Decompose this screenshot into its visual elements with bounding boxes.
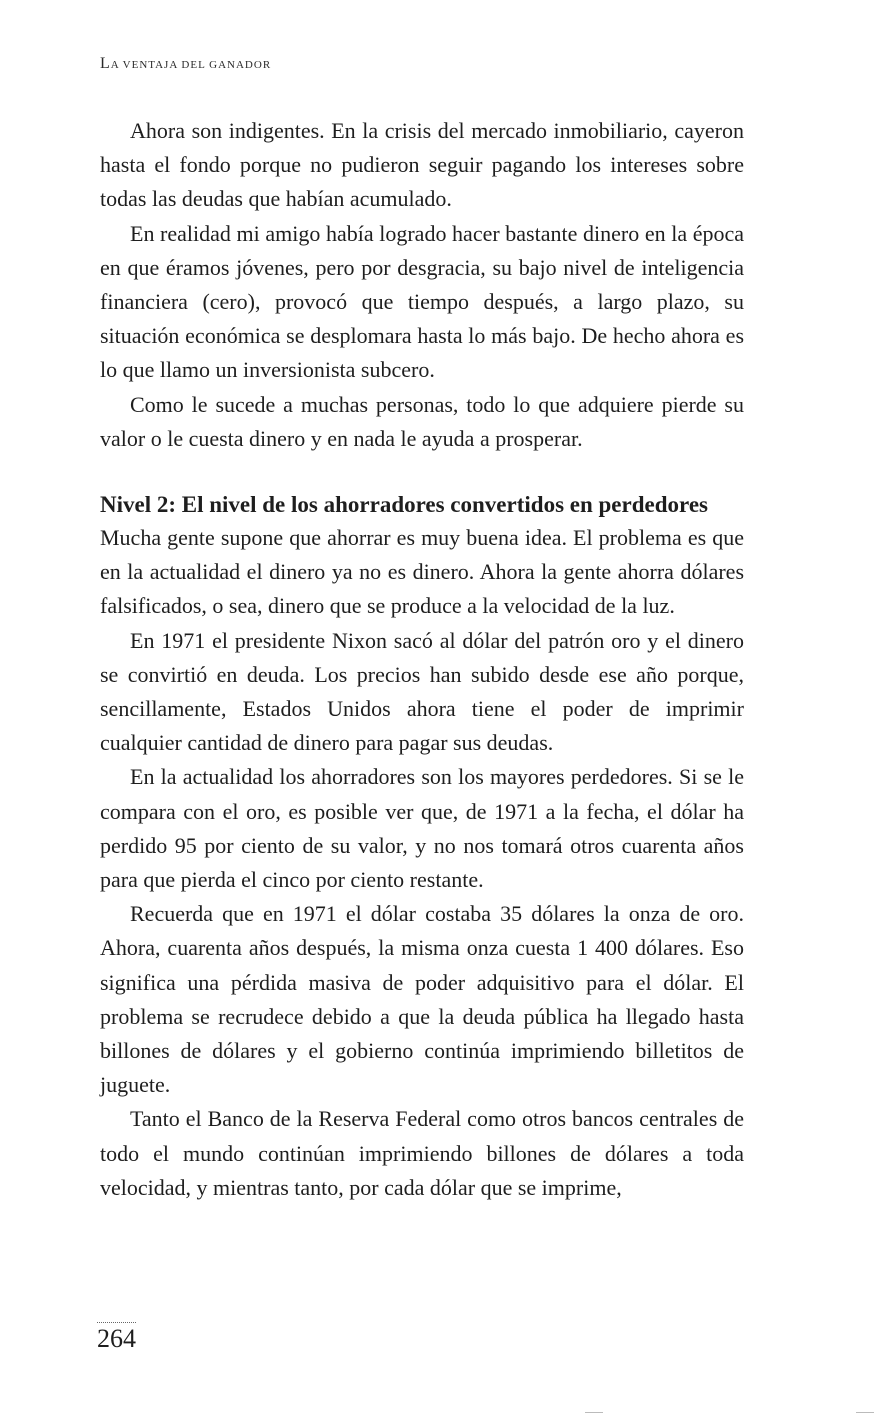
section-heading: Nivel 2: El nivel de los ahorradores convertidos en perdedores [100, 492, 708, 518]
paragraph: Mucha gente supone que ahorrar es muy buena idea. El problema es que en la actualidad el dinero ya no es dinero. Ahora la gente ahorra dólares falsificados, o sea, dinero que se produce a la velocidad de la luz. [100, 525, 744, 619]
paragraph: En la actualidad los ahorradores son los mayores perdedores. Si se le compara con el oro, es posible ver que, de 1971 a la fecha, el dólar ha perdido 95 por ciento de su valor, y no nos tomará otros cuarenta años para que pierda el cinco por ciento restante. [100, 764, 744, 893]
running-header [100, 55, 271, 73]
scan-edge-mark [856, 1412, 874, 1413]
paragraph: Recuerda que en 1971 el dólar costaba 35 dólares la onza de oro. Ahora, cuarenta años después, la misma onza cuesta 1 400 dólares. Eso significa una pérdida masiva de poder adquisitivo para el dólar. El problema se recrudece debido a que la deuda pública ha llegado hasta billones de dólares y el gobierno continúa imprimiendo billetitos de juguete. [100, 901, 744, 1098]
paragraph: Tanto el Banco de la Reserva Federal como otros bancos centrales de todo el mundo continúan imprimiendo billones de dólares a toda velocidad, y mientras tanto, por cada dólar que se imprime, [100, 1106, 744, 1200]
scan-edge-mark [585, 1412, 603, 1413]
paragraph: Como le sucede a muchas personas, todo lo que adquiere pierde su valor o le cuesta dinero y en nada le ayuda a prosperar. [100, 391, 744, 451]
body-text [100, 114, 744, 1205]
paragraph: En realidad mi amigo había logrado hacer bastante dinero en la época en que éramos jóvenes, pero por desgracia, su bajo nivel de inteligencia financiera (cero), provocó que tiempo después, a largo plazo, su situación económica se desplomara hasta lo más bajo. De hecho ahora es lo que llamo un inversionista subcero. [100, 220, 744, 383]
running-header-initial: L [100, 55, 111, 72]
running-header-text: A VENTAJA DEL GANADOR [110, 59, 272, 71]
paragraph: En 1971 el presidente Nixon sacó al dólar del patrón oro y el dinero se convirtió en deuda. Los precios han subido desde ese año porque, sencillamente, Estados Unidos ahora tiene el poder de imprimir cualquier cantidad de dinero para pagar sus deudas. [100, 627, 744, 756]
paragraph: Ahora son indigentes. En la crisis del mercado inmobiliario, cayeron hasta el fondo porque no pudieron seguir pagando los intereses sobre todas las deudas que habían acumulado. [100, 118, 744, 212]
page-number: 264 [97, 1324, 136, 1353]
